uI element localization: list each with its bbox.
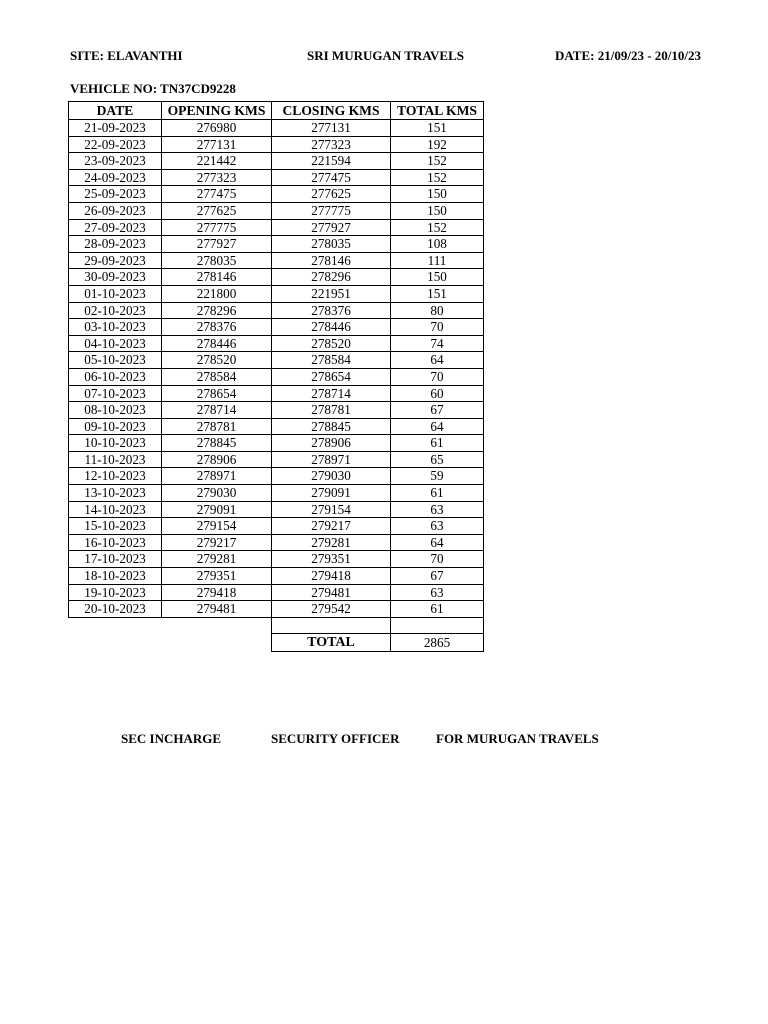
cell-date: 04-10-2023: [69, 335, 162, 352]
table-row: [69, 368, 484, 385]
cell-opening-kms: 278781: [162, 418, 272, 435]
cell-total-kms: 70: [391, 368, 484, 385]
site-label: SITE: ELAVANTHI: [70, 48, 183, 63]
table-header-row: [69, 102, 484, 120]
table-row: [69, 435, 484, 452]
cell-closing-kms: 278584: [272, 352, 391, 369]
company-signature-label: FOR MURUGAN TRAVELS: [436, 731, 599, 746]
spacer-cell: [272, 617, 391, 633]
table-row: [69, 169, 484, 186]
blank-cell: [69, 633, 162, 651]
cell-date: 18-10-2023: [69, 568, 162, 585]
cell-total-kms: 67: [391, 402, 484, 419]
cell-closing-kms: 277625: [272, 186, 391, 203]
cell-date: 13-10-2023: [69, 485, 162, 502]
cell-date: 21-09-2023: [69, 120, 162, 137]
cell-total-kms: 192: [391, 136, 484, 153]
cell-total-kms: 80: [391, 302, 484, 319]
cell-opening-kms: 277927: [162, 236, 272, 253]
cell-total-kms: 152: [391, 153, 484, 170]
table-row: [69, 236, 484, 253]
cell-closing-kms: 279091: [272, 485, 391, 502]
cell-opening-kms: 279154: [162, 518, 272, 535]
cell-date: 05-10-2023: [69, 352, 162, 369]
table-row: [69, 485, 484, 502]
total-row: [69, 633, 484, 651]
spacer-cell: [69, 617, 162, 633]
table-row: [69, 153, 484, 170]
cell-closing-kms: 278296: [272, 269, 391, 286]
company-title: SRI MURUGAN TRAVELS: [307, 48, 464, 63]
cell-closing-kms: 278446: [272, 319, 391, 336]
cell-opening-kms: 221442: [162, 153, 272, 170]
cell-total-kms: 74: [391, 335, 484, 352]
table-row: [69, 269, 484, 286]
cell-total-kms: 70: [391, 551, 484, 568]
cell-opening-kms: 277475: [162, 186, 272, 203]
cell-opening-kms: 278446: [162, 335, 272, 352]
cell-opening-kms: 278035: [162, 252, 272, 269]
spacer-cell: [391, 617, 484, 633]
sec-incharge-signature-label: SEC INCHARGE: [121, 731, 222, 746]
cell-opening-kms: 279091: [162, 501, 272, 518]
cell-opening-kms: 221800: [162, 285, 272, 302]
cell-closing-kms: 278035: [272, 236, 391, 253]
cell-opening-kms: 278654: [162, 385, 272, 402]
table-row: [69, 219, 484, 236]
cell-closing-kms: 278971: [272, 451, 391, 468]
table-row: [69, 501, 484, 518]
cell-opening-kms: 278845: [162, 435, 272, 452]
km-log-table: [68, 101, 484, 652]
cell-closing-kms: 278845: [272, 418, 391, 435]
cell-total-kms: 60: [391, 385, 484, 402]
cell-opening-kms: 278714: [162, 402, 272, 419]
cell-opening-kms: 278520: [162, 352, 272, 369]
cell-total-kms: 63: [391, 584, 484, 601]
cell-closing-kms: 221594: [272, 153, 391, 170]
table-row: [69, 451, 484, 468]
cell-total-kms: 152: [391, 169, 484, 186]
cell-total-kms: 61: [391, 601, 484, 618]
table-row: [69, 202, 484, 219]
cell-total-kms: 111: [391, 252, 484, 269]
cell-opening-kms: 277131: [162, 136, 272, 153]
cell-date: 15-10-2023: [69, 518, 162, 535]
column-header-date: DATE: [69, 102, 162, 120]
cell-total-kms: 64: [391, 352, 484, 369]
cell-opening-kms: 277775: [162, 219, 272, 236]
cell-total-kms: 64: [391, 534, 484, 551]
table-row: [69, 402, 484, 419]
table-row: [69, 568, 484, 585]
cell-closing-kms: 278520: [272, 335, 391, 352]
cell-closing-kms: 277927: [272, 219, 391, 236]
cell-closing-kms: 278654: [272, 368, 391, 385]
cell-opening-kms: 279281: [162, 551, 272, 568]
cell-opening-kms: 278376: [162, 319, 272, 336]
table-row: [69, 518, 484, 535]
cell-closing-kms: 277775: [272, 202, 391, 219]
cell-date: 09-10-2023: [69, 418, 162, 435]
cell-total-kms: 64: [391, 418, 484, 435]
cell-date: 16-10-2023: [69, 534, 162, 551]
cell-closing-kms: 221951: [272, 285, 391, 302]
table-row: [69, 120, 484, 137]
cell-closing-kms: 279351: [272, 551, 391, 568]
table-row: [69, 136, 484, 153]
table-row: [69, 534, 484, 551]
cell-total-kms: 63: [391, 501, 484, 518]
cell-opening-kms: 279217: [162, 534, 272, 551]
cell-date: 28-09-2023: [69, 236, 162, 253]
cell-opening-kms: 278584: [162, 368, 272, 385]
total-value: 2865: [391, 633, 484, 651]
cell-opening-kms: 279481: [162, 601, 272, 618]
cell-opening-kms: 276980: [162, 120, 272, 137]
cell-closing-kms: 277323: [272, 136, 391, 153]
cell-date: 03-10-2023: [69, 319, 162, 336]
cell-total-kms: 70: [391, 319, 484, 336]
vehicle-number-label: VEHICLE NO: TN37CD9228: [70, 81, 236, 96]
cell-total-kms: 150: [391, 202, 484, 219]
cell-opening-kms: 278146: [162, 269, 272, 286]
security-officer-signature-label: SECURITY OFFICER: [271, 731, 400, 746]
spacer-cell: [162, 617, 272, 633]
cell-total-kms: 67: [391, 568, 484, 585]
cell-opening-kms: 279030: [162, 485, 272, 502]
cell-date: 17-10-2023: [69, 551, 162, 568]
cell-closing-kms: 279542: [272, 601, 391, 618]
table-row: [69, 302, 484, 319]
cell-total-kms: 151: [391, 285, 484, 302]
column-header-opening-kms: OPENING KMS: [162, 102, 272, 120]
cell-date: 19-10-2023: [69, 584, 162, 601]
cell-date: 25-09-2023: [69, 186, 162, 203]
cell-closing-kms: 279030: [272, 468, 391, 485]
table-row: [69, 584, 484, 601]
column-header-closing-kms: CLOSING KMS: [272, 102, 391, 120]
cell-date: 22-09-2023: [69, 136, 162, 153]
cell-date: 07-10-2023: [69, 385, 162, 402]
cell-closing-kms: 279154: [272, 501, 391, 518]
column-header-total-kms: TOTAL KMS: [391, 102, 484, 120]
cell-closing-kms: 278906: [272, 435, 391, 452]
cell-opening-kms: 278971: [162, 468, 272, 485]
cell-date: 12-10-2023: [69, 468, 162, 485]
cell-date: 08-10-2023: [69, 402, 162, 419]
table-row: [69, 335, 484, 352]
table-body: [69, 120, 484, 618]
cell-total-kms: 63: [391, 518, 484, 535]
cell-date: 01-10-2023: [69, 285, 162, 302]
cell-total-kms: 61: [391, 435, 484, 452]
cell-total-kms: 151: [391, 120, 484, 137]
table-row: [69, 352, 484, 369]
table-row: [69, 319, 484, 336]
cell-date: 24-09-2023: [69, 169, 162, 186]
cell-date: 26-09-2023: [69, 202, 162, 219]
cell-opening-kms: 277323: [162, 169, 272, 186]
cell-date: 06-10-2023: [69, 368, 162, 385]
cell-closing-kms: 278376: [272, 302, 391, 319]
blank-cell: [162, 633, 272, 651]
table-row: [69, 385, 484, 402]
table-row: [69, 285, 484, 302]
table-row: [69, 468, 484, 485]
cell-date: 02-10-2023: [69, 302, 162, 319]
date-range-label: DATE: 21/09/23 - 20/10/23: [555, 48, 702, 63]
cell-date: 11-10-2023: [69, 451, 162, 468]
cell-opening-kms: 279351: [162, 568, 272, 585]
cell-date: 10-10-2023: [69, 435, 162, 452]
cell-total-kms: 150: [391, 269, 484, 286]
cell-opening-kms: 277625: [162, 202, 272, 219]
cell-total-kms: 150: [391, 186, 484, 203]
cell-date: 23-09-2023: [69, 153, 162, 170]
cell-date: 14-10-2023: [69, 501, 162, 518]
cell-closing-kms: 279217: [272, 518, 391, 535]
cell-date: 30-09-2023: [69, 269, 162, 286]
cell-closing-kms: 278146: [272, 252, 391, 269]
table-row: [69, 551, 484, 568]
table-row: [69, 418, 484, 435]
total-label: TOTAL: [272, 633, 391, 651]
cell-closing-kms: 278781: [272, 402, 391, 419]
cell-date: 20-10-2023: [69, 601, 162, 618]
table-row: [69, 601, 484, 618]
cell-closing-kms: 277131: [272, 120, 391, 137]
cell-closing-kms: 279418: [272, 568, 391, 585]
cell-total-kms: 65: [391, 451, 484, 468]
cell-closing-kms: 279481: [272, 584, 391, 601]
cell-closing-kms: 277475: [272, 169, 391, 186]
cell-opening-kms: 278296: [162, 302, 272, 319]
table-spacer-row: [69, 617, 484, 633]
table-row: [69, 186, 484, 203]
cell-opening-kms: 279418: [162, 584, 272, 601]
cell-closing-kms: 278714: [272, 385, 391, 402]
cell-total-kms: 59: [391, 468, 484, 485]
cell-date: 27-09-2023: [69, 219, 162, 236]
table-row: [69, 252, 484, 269]
cell-opening-kms: 278906: [162, 451, 272, 468]
cell-total-kms: 152: [391, 219, 484, 236]
cell-date: 29-09-2023: [69, 252, 162, 269]
cell-closing-kms: 279281: [272, 534, 391, 551]
cell-total-kms: 61: [391, 485, 484, 502]
cell-total-kms: 108: [391, 236, 484, 253]
